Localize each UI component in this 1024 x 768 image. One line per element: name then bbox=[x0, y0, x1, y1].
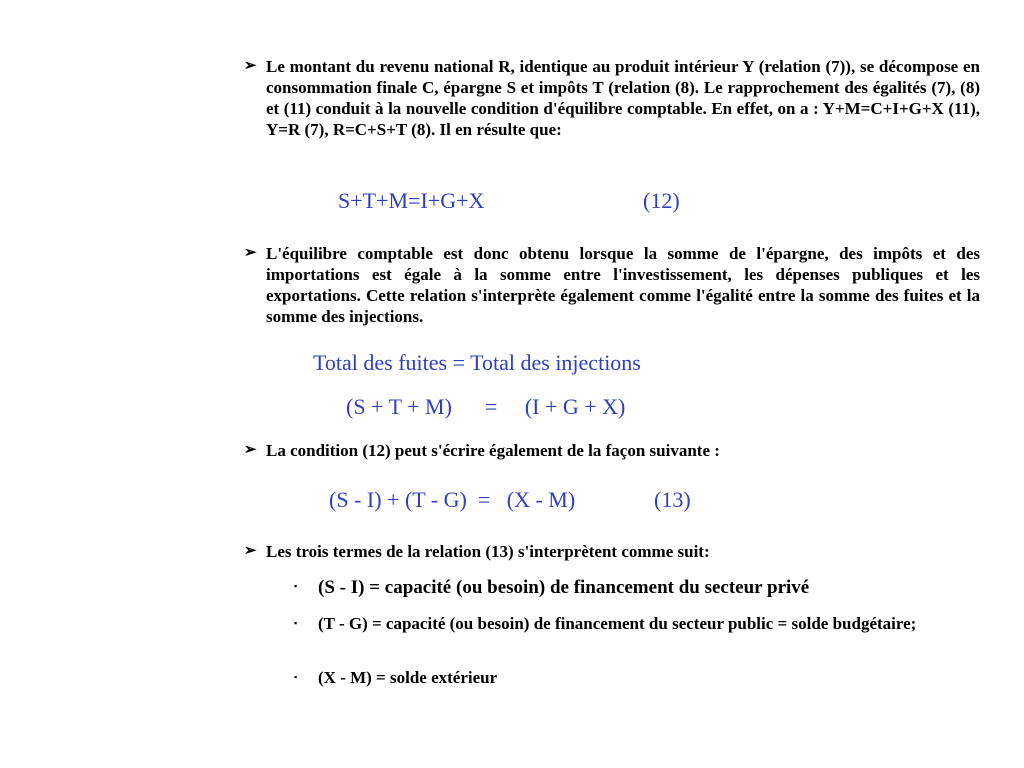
square-bullet-icon: ▪ bbox=[294, 581, 298, 591]
identity-symbols: (S + T + M) = (I + G + X) bbox=[346, 394, 626, 419]
bullet-item-revenu-national bbox=[244, 56, 980, 140]
sub-bullet-text: (X - M) = solde extérieur bbox=[318, 668, 498, 687]
bullet-text: L'équilibre comptable est donc obtenu lorsque la somme de l'épargne, des impôts et des importations est égale à la somme entre l'investissement, les dépenses publiques et les exportations. Cette relation s'interprète également comme l'égalité entre la somme des fuites et la somme des injections. bbox=[266, 244, 980, 326]
sub-bullet-text: (T - G) = capacité (ou besoin) de financement du secteur public = solde budgétaire; bbox=[318, 614, 917, 633]
equation-13-formula: (S - I) + (T - G) = (X - M) bbox=[329, 487, 576, 512]
equation-12-formula: S+T+M=I+G+X bbox=[338, 188, 485, 213]
square-bullet-icon: ▪ bbox=[294, 618, 298, 628]
bullet-item-condition-12 bbox=[244, 440, 980, 461]
bullet-item-trois-termes bbox=[244, 541, 980, 562]
equation-12-number: (12) bbox=[643, 188, 680, 213]
equation-13-number: (13) bbox=[654, 487, 691, 512]
sub-bullet-solde-exterieur bbox=[294, 667, 980, 688]
bullet-item-equilibre-comptable bbox=[244, 243, 980, 327]
arrowhead-bullet-icon: ➢ bbox=[244, 543, 257, 559]
arrowhead-bullet-icon: ➢ bbox=[244, 442, 257, 458]
arrowhead-bullet-icon: ➢ bbox=[244, 245, 257, 261]
bullet-text: Le montant du revenu national R, identique au produit intérieur Y (relation (7)), se décompose en consommation finale C, épargne S et impôts T (relation (8). Le rapprochement des égalités (7), (8) et (11) conduit à la nouvelle condition d'équilibre comptable. En effet, on a : Y+M=C+I+G+X (11), Y=R (7), R=C+S+T (8). Il en résulte que: bbox=[266, 57, 980, 139]
sub-bullet-secteur-prive bbox=[294, 576, 980, 599]
square-bullet-icon: ▪ bbox=[294, 672, 298, 682]
identity-words: Total des fuites = Total des injections bbox=[313, 350, 641, 375]
bullet-text: Les trois termes de la relation (13) s'interprètent comme suit: bbox=[266, 542, 710, 561]
bullet-text: La condition (12) peut s'écrire également de la façon suivante : bbox=[266, 441, 720, 460]
sub-bullet-secteur-public bbox=[294, 613, 980, 634]
arrowhead-bullet-icon: ➢ bbox=[244, 58, 257, 74]
sub-bullet-text: (S - I) = capacité (ou besoin) de financement du secteur privé bbox=[318, 577, 810, 598]
